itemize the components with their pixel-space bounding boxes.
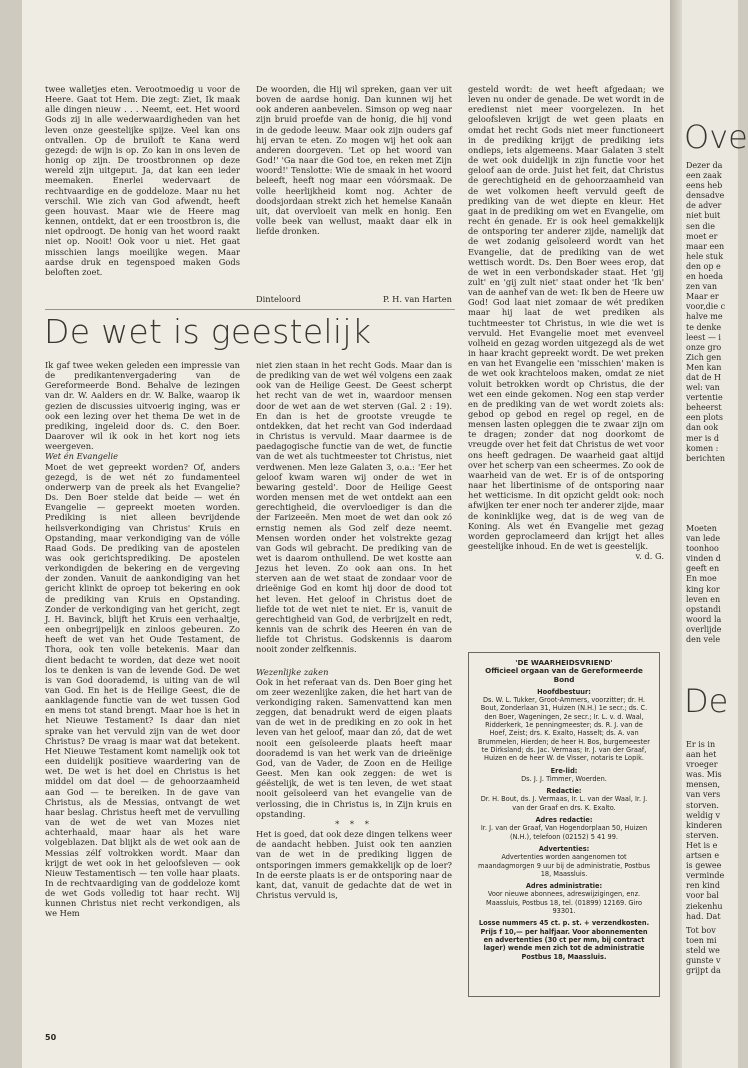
right-page-line: densadve (686, 191, 725, 201)
right-page-line: Men kan (686, 362, 722, 372)
right-page-line: ziekenhu (686, 901, 723, 911)
right-page-line: den vele (686, 635, 721, 645)
magazine-right-page-cropped (682, 0, 748, 1068)
colofon-heading-hoofdbestuur: Hoofdbestuur: (537, 687, 591, 696)
article-divider (45, 309, 455, 310)
right-page-line: mensen, (686, 780, 721, 790)
right-page-line: en hoeda (686, 272, 724, 282)
right-page-line: vroeger (686, 760, 718, 770)
right-page-line: dat de H (686, 372, 722, 382)
article-title: De wet is geestelijk (44, 312, 372, 351)
right-page-line: overlijde (686, 624, 722, 634)
article-column-3 (468, 84, 664, 644)
right-page-line: een zaak (686, 171, 722, 181)
right-page-line: aan het (686, 750, 717, 760)
colofon-text-advertenties: Advertenties worden aangenomen tot maandagmorgen 9 uur bij de administratie, Postbus 18, Maassluis. (478, 853, 650, 878)
right-page-line: Zich gen (686, 352, 722, 362)
right-page-line: dan ook (686, 423, 719, 433)
right-page-line: berichten (686, 453, 725, 463)
right-page-line: maar een (686, 241, 725, 251)
right-page-line: leven en (686, 594, 721, 604)
right-page-line: verminde (686, 871, 725, 881)
colofon-heading-adres-redactie: Adres redactie: (535, 816, 593, 825)
right-page-line: sterven. (686, 830, 719, 840)
article-body-4: Het is goed, dat ook deze dingen telkens weer de aandacht hebben. Juist ook ten aanzien van de wet in de prediking liggen de ontsporingen immers gemakkelijk op de loer? In de eerste plaats is er de ontsporing naar de kant, dat, vanuit de gedachte dat de wet in Christus vervuld is, (256, 829, 452, 900)
right-page-line: steld we (686, 946, 720, 956)
right-page-column-top (686, 161, 725, 464)
right-page-line: Moeten (686, 524, 717, 533)
right-page-line: Er is in (686, 740, 716, 749)
right-page-line: vinden d (686, 554, 721, 564)
article-body-2: niet zien staan in het recht Gods. Maar dan is de prediking van de wet wél volgens een zaak ook van de Heilige Geest. De Geest scherpt het recht van de wet in, waardoor mensen door de wet aan de wet sterven (Gal. 2 : 19). En dan is het de grootste vreugde te ontdekken, dat het recht van God inderdaad in Christus is vervuld. Maar daarmee is de paedagogische functie van de wet, de functie van de wet als tuchtmeester tot Christus, niet verdwenen. Men leze Galaten 3, o.a.: 'Eer het geloof kwam waren wij onder de wet in bewaring gesteld'. Door de Heilige Geest worden mensen met de wet ontdekt aan een gerechtigheid, die overvloediger is dan die der Farizeeën. Men moet de wet dan ook zó ernstig nemen als God zelf deze neemt. Mensen worden onder het volstrekte gezag van Gods wil gebracht. De prediking van de wet is daarom onthullend. De wet kostte aan Jezus het leven. Zo ook aan ons. In het sterven aan de wet staat de zondaar voor de drieënige God en komt hij door de dood tot het leven. Het geloof in Christus doet de liefde tot de wet niet te niet. Er is, vanuit de gerechtigheid van God, de verbrijzelt en redt, kennis van de schrik des Heeren én van de liefde tot Christus. Godskennis is daarom nooit zonder zelfkennis. (256, 360, 452, 655)
right-page-line: kinderen (686, 820, 723, 830)
right-page-line: Dezer da (686, 161, 723, 170)
right-page-line: hele stuk (686, 251, 724, 261)
prev-article-text-2: De woorden, die Hij wil spreken, gaan ver uit boven de aardse honig. Dan kunnen wij het ook anderen aanbevelen. Simson op weg naar zijn bruid proefde van de honig, die hij vond in de gedode leeuw. Maar ook zijn ouders gaf hij ervan te eten. Zo mogen wij het ook aan anderen doorgeven. 'Let op het woord van God!' 'Ga naar die God toe, en reken met Zijn woord!' Tenslotte: Wie de smaak in het woord beleeft, heeft nog maar een vóórsmaak. De volle heerlijkheid komt nog. Achter de doodsjordaan strekt zich het hemelse Kanaän uit, dat overvloeit van melk en honig. Een volle beek van wellust, maakt daar elk in liefde dronken. (256, 84, 452, 237)
right-page-line: te denke (686, 322, 722, 332)
right-page-line: voor,die c (686, 302, 726, 312)
right-page-heading-1: Ove (684, 118, 748, 156)
right-page-column-middle (686, 524, 721, 645)
right-page-line: voor bal (686, 891, 719, 901)
right-page-line: wel: van (686, 383, 720, 393)
right-page-line: van lede (686, 534, 721, 544)
right-page-column-bottom (686, 926, 721, 976)
right-page-column-lower (686, 740, 724, 922)
right-page-line: sen die (686, 221, 715, 231)
signature-author: P. H. van Harten (382, 294, 452, 304)
right-page-line: Tot bov (686, 926, 716, 935)
right-page-line: komen : (686, 443, 719, 453)
right-page-line: leest — i (686, 332, 721, 342)
right-page-line: is gewee (686, 861, 722, 871)
right-page-line: toonhoo (686, 544, 719, 554)
colofon-heading-redactie: Redactie: (546, 787, 582, 796)
colofon-heading-administratie: Adres administratie: (525, 882, 603, 891)
colofon-title: 'DE WAARHEIDSVRIEND' (515, 658, 613, 667)
prev-article-signature (256, 294, 452, 304)
article-column-1 (45, 360, 240, 1030)
right-page-line: En moe (686, 574, 717, 584)
right-page-line: Maar er (686, 292, 719, 302)
colofon-text-redactie: Dr. H. Bout, ds. J. Vermaas, Ir. L. van der Waal, Ir. J. van der Graaf en drs. K. Exalto. (480, 795, 648, 812)
right-page-line: king kor (686, 584, 720, 594)
prev-article-column-1 (45, 84, 240, 290)
right-page-line: onze gro (686, 342, 722, 352)
right-page-line: moet er (686, 231, 718, 241)
colofon-heading-advertenties: Advertenties: (538, 844, 590, 853)
right-page-line: storven. (686, 800, 719, 810)
right-page-line: beheerst (686, 403, 722, 413)
right-page-line: was. Mis (686, 770, 722, 780)
right-page-line: grijpt da (686, 966, 721, 976)
right-page-line: halve me (686, 312, 723, 322)
signature-place: Dinteloord (256, 294, 301, 304)
article-body-5: gesteld wordt: de wet heeft afgedaan; we leven nu onder de genade. De wet wordt in de eredienst niet meer voorgelezen. In het geloofsleven krijgt de wet geen plaats en omdat het recht Gods niet meer functioneert in de prediking krijgt de prediking iets ondieps, iets algemeens. Maar Galaten 3 stelt de wet ook duidelijk in zijn functie voor het geloof aan de orde. Juist het feit, dat Christus de gerechtigheid en de gehoorzaamheid van de wet volkomen heeft vervuld geeft de prediking van de wet diepte en kleur. Het gaat in de prediking om wet en Evangelie, om recht én genade. Er is ook heel gemakkelijk de ontsporing ter anderer zijde, namelijk dat de wet zodanig geïsoleerd wordt van het Evangelie, dat de prediking van de wet wettisch wordt. Ds. Den Boer wees erop, dat de wet in een verbondskader staat. Het 'gij zult' en 'gij zult niet' staat onder het 'Ik ben' van de aanhef van de wet: Ik ben de Heere uw God! God laat niet zomaar de wét prediken maar hij laat de wet prediken als tuchtmeester tot Christus, in wie die wet is vervuld. Het Evangelie moet met evenveel volheid en gezag worden uitgezegd als de wet in haar kracht gepreekt wordt. De wet preken en van het Evangelie een 'misschien' maken is de wet ook krachteloos maken, omdat ze niet voluit betrokken wordt op Christus, die der wet een einde gekomen. Nog een stap verder en de prediking van de wet wordt zoiets als: gebod op gebod en regel op regel, en de mensen lasten opleggen die te zwaar zijn om te dragen; zonder dat nog doorkomt de vreugde over het feit dat Christus de wet voor ons heeft gedragen. De waarheid gaat altijd over het scherp van een scheermes. Zo ook de waarheid van de wet. Er is of de ontsporing naar het libertinisme of de ontsporing naar het wetticisme. In dit opzicht geldt ook: noch afwijken ter ener noch ter anderer zijde, maar de koninklijke weg, dat is de weg van de Koning. Als wet én Evangelie met gezag worden geproclameerd dan krijgt het alles geestelijke inhoud. En de wet is geestelijk. (468, 84, 664, 552)
article-signature: v. d. G. (635, 551, 664, 562)
right-page-line: toen mi (686, 936, 717, 946)
right-page-line: eens heb (686, 181, 723, 191)
prev-article-column-2 (256, 84, 452, 290)
right-page-line: gunste v (686, 956, 721, 966)
article-column-2 (256, 360, 452, 1030)
prev-article-text-1: twee walletjes eten. Verootmoedig u voor de Heere. Gaat tot Hem. Die zegt: Ziet, Ik maak alle dingen nieuw . . . Neemt, eet. Het woord Gods zij in alle wederwaardigheden van het leven onze geestelijke spijze. Veel kan ons ontvallen. Op de bruiloft te Kana werd gezegd: de wijn is op. Zo kan in ons leven de honig op zijn. De troostbronnen op deze wereld zijn uitgeput. Ja, dat kan een ieder meemaken. Enerlei wedervaart de rechtvaardige en de goddeloze. Maar nu het verschil. Wie zich van God afwendt, heeft geen houvast. Maar wie de Heere mag kennen, ontdekt, dat er een troostbron is, die niet opdroogt. De honig van het woord raakt niet op. Nooit! Ook voor u niet. Het gaat misschien langs moeilijke wegen. Maar aardse druk en tegenspoed maken Gods beloften zoet. (45, 84, 240, 277)
right-page-line: van vers (686, 790, 721, 800)
right-page-line: de adver (686, 201, 722, 211)
colofon-text-hoofdbestuur: Ds. W. L. Tukker, Groot-Ammers, voorzitter; dr. H. Bout, Zonderlaan 31, Huizen (N.H.) 1e secr.; ds. C. den Boer, Wageningen, 2e secr.; Ir. L. v. d. Waal, Ridderkerk, 1e penningmeester; ds. R. J. van de Hoef, Zeist; drs. K. Exalto, Hasselt; ds. A. van Brummelen, Hierden; de heer H. Bos, burgemeester te Dirksland; ds. Jac. Vermaas; Ir. J. van der Graaf, Huizen en de heer W. de Visser, notaris te Lopik. (478, 696, 650, 763)
right-page-line: opstandi (686, 604, 721, 614)
right-page-line: artsen e (686, 851, 720, 861)
page-gutter (670, 0, 682, 1068)
colofon-text-administratie: Voor nieuwe abonnees, adreswijzigingen, enz. Maassluis, Postbus 18, tel. (01899) 12169. Giro 93301. (486, 890, 642, 916)
colofon-box (468, 652, 660, 997)
subheading-wet-en-evangelie: Wet én Evangelie (45, 451, 119, 462)
right-page-line: mer is d (686, 433, 720, 443)
right-page-line: weldig v (686, 810, 721, 820)
right-page-line: woord la (686, 614, 722, 624)
right-page-line: ren kind (686, 881, 720, 891)
right-page-line: zen van (686, 282, 718, 292)
right-page-line: Het is e (686, 840, 718, 850)
right-page-line: niet buit (686, 211, 721, 221)
colofon-text-erelid: Ds. J. J. Timmer, Woerden. (521, 774, 607, 783)
right-page-heading-2: De (684, 682, 729, 720)
article-body-3: Ook in het referaat van ds. Den Boer ging het om zeer wezenlijke zaken, die het hart van de verkondiging raken. Samenvattend kan men zeggen, dat benadrukt werd de eigen plaats van de wet in de prediking en zo ook in het leven van het geloof, maar dan zó, dat de wet nooit een geïsoleerde plaats heeft maar doorademd is van het werk van de drieënige God, van de Vader, de Zoon en de Heilige Geest. Men kan ook zeggen: de wet is géëstelijk, de wet is ten leven, de wet staat nooit geïsoleerd van het evangelie van de verlossing, die in Christus is, in Zijn kruis en opstanding. (256, 676, 452, 819)
colofon-text-adres-redactie: Ir. J. van der Graaf, Van Hogendorplaan 50, Huizen (N.H.), telefoon (02152) 5 41 99. (480, 824, 648, 841)
right-page-line: den op e (686, 261, 721, 271)
article-body-1: Moet de wet gepreekt worden? Of, anders gezegd, is de wet nét zo fundamenteel onderwerp van de preek als het Evangelie? Ds. Den Boer stelde dat beide — wet én Evangelie — gepreekt moeten worden. Prediking is niet alleen bevrijdende heilsverkondiging van Christus' Kruis en Opstanding, maar verkondiging van de vólle Raad Gods. De prediking van de apostelen was ook gerichtsprediking. De apostelen verkondigden de bekering en de vergeving der zonden. Vanuit de aankondiging van het gericht klinkt de oproep tot bekering en ook de prediking van Kruis en Opstanding. Zonder de verkondiging van het gericht, zegt J. H. Bavinck, blijft het Kruis een verhaaltje, een onbegrijpelijk en zinloos gebeuren. Zo heeft de wet van het Oude Testament, de Thora, ook ten volle betekenis. Maar dan dient bedacht te worden, dat deze wet nooit los te denken is van de levende God. De wet is van God doorademd, is uiting van de wil van God. En het is de Heilige Geest, die de aanklagende functie van de wet tussen God en mens tot stand brengt. Maar hoe is het in het Nieuwe Testament? Is daar dan niet sprake van het vervuld zijn van de wet door Christus? De vraag is maar wat dat betekent. Het Nieuwe Testament komt namelijk ook tot een duidelijk positieve waardering van de wet. De wet is het doel en Christus is het middel om dat doel — de gehoorzaamheid aan God — te bereiken. In de gave van Christus, als de Messias, ontvangt de wet haar beslag. Christus heeft met de vervulling van de wet de wet van Mozes niet achterhaald, maar haar als het ware volgeblazen. Dat blijkt als de wet ook aan de Messias zélf voltrokken wordt. Maar dan krijgt de wet ook in het geloofsleven — ook Nieuw Testamentisch — ten volle haar plaats. In de rechtvaardiging van de goddeloze komt de wet Gods volledig tot haar recht. Wij kunnen Christus niet recht verkondigen, als we Hem (45, 461, 240, 919)
page-number: 50 (45, 1033, 57, 1042)
section-separator: * * * (335, 818, 373, 829)
subheading-wezenlijke-zaken: Wezenlijke zaken (256, 666, 329, 677)
article-intro: Ik gaf twee weken geleden een impressie van de predikantenvergadering van de Gereformeerde Bond. Behalve de lezingen van dr. W. Aalders en dr. W. Balke, waarop ik gezien de discussies uitvoerig inging, was er ook een lezing over het thema De wet in de prediking, ingeleid door ds. C. den Boer. Daarover wil ik ook in het kort nog iets weergeven. (45, 360, 240, 452)
right-page-line: geeft en (686, 564, 720, 574)
right-page-line: vertentie (686, 393, 723, 403)
colofon-text-prijzen: Losse nummers 45 ct. p. st. + verzendkosten. Prijs f 10,— per halfjaar. Voor abonnementen en advertenties (30 ct per mm, bij contract lager) wende men zich tot de administratie Postbus 18, Maassluis. (478, 919, 650, 961)
colofon-heading-erelid: Ere-lid: (550, 766, 578, 775)
right-page-line: een plots (686, 413, 723, 423)
colofon-subtitle: Officieel orgaan van de Gereformeerde Bond (485, 666, 643, 684)
right-page-line: had. Dat (686, 911, 721, 921)
